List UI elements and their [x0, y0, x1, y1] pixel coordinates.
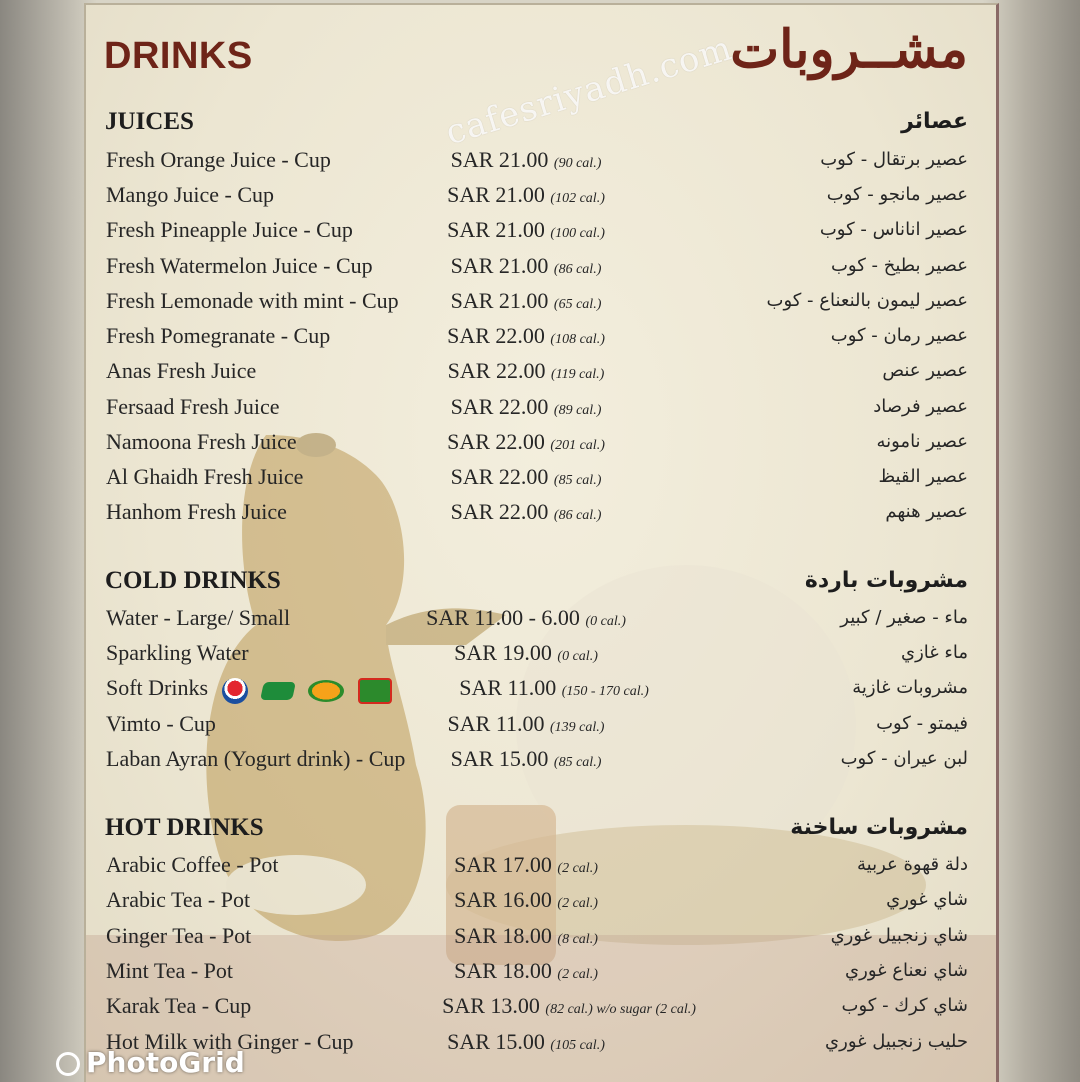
item-price: SAR 22.00	[447, 429, 545, 454]
item-price-group	[447, 217, 605, 243]
item-price-group	[447, 429, 605, 455]
item-name-arabic: عصير هنهم	[885, 501, 968, 522]
item-name-arabic: عصير نامونه	[876, 431, 968, 452]
menu-item-row	[86, 958, 996, 993]
item-price-group	[451, 253, 602, 279]
item-name: Fresh Pineapple Juice - Cup	[106, 217, 353, 242]
item-name-arabic: دلة قهوة عربية	[857, 854, 968, 875]
item-price: SAR 13.00	[442, 993, 540, 1018]
cold-drinks-heading: COLD DRINKS	[105, 567, 281, 594]
item-price: SAR 11.00	[459, 675, 557, 700]
page-title: DRINKS	[104, 35, 253, 77]
item-name: Mint Tea - Pot	[106, 958, 233, 983]
item-price-group	[454, 887, 598, 913]
item-price-group	[454, 640, 598, 666]
item-price: SAR 22.00	[447, 358, 546, 383]
item-calories: (86 cal.)	[553, 508, 602, 523]
item-price: SAR 18.00	[454, 923, 552, 948]
item-name: Hanhom Fresh Juice	[106, 499, 287, 524]
mountain-dew-logo-icon	[358, 678, 392, 704]
menu-item-row	[86, 217, 996, 252]
item-calories: (139 cal.)	[550, 720, 605, 735]
item-calories: (82 cal.) w/o sugar (2 cal.)	[545, 1002, 696, 1017]
item-name: Sparkling Water	[106, 640, 249, 665]
item-calories: (89 cal.)	[553, 403, 602, 418]
item-price: SAR 22.00	[450, 499, 549, 524]
item-name-arabic: عصير ليمون بالنعناع - كوب	[766, 290, 968, 311]
cold-drinks-heading-arabic: مشروبات باردة	[804, 568, 968, 593]
item-calories: (85 cal.)	[553, 755, 602, 770]
item-name: Fresh Lemonade with mint - Cup	[106, 288, 399, 313]
item-calories: (2 cal.)	[557, 896, 598, 911]
item-price: SAR 21.00	[447, 182, 545, 207]
menu-item-row	[86, 675, 996, 710]
item-calories: (100 cal.)	[550, 226, 605, 241]
item-name: Fresh Watermelon Juice - Cup	[106, 253, 373, 278]
item-calories: (0 cal.)	[557, 649, 598, 664]
item-name-arabic: ماء غازي	[901, 642, 968, 663]
item-name: Karak Tea - Cup	[106, 993, 252, 1018]
item-price: SAR 16.00	[454, 887, 552, 912]
menu-item-row	[86, 499, 996, 534]
menu-item-row	[86, 182, 996, 217]
item-price-group	[447, 182, 605, 208]
item-price-group	[451, 464, 602, 490]
pepsi-logo-icon	[222, 678, 248, 704]
item-name-arabic: عصير القيظ	[878, 466, 968, 487]
item-price: SAR 11.00 - 6.00	[426, 605, 580, 630]
item-price: SAR 15.00	[447, 1029, 545, 1054]
item-name: Laban Ayran (Yogurt drink) - Cup	[106, 746, 406, 771]
item-price-group	[447, 323, 605, 349]
item-price: SAR 17.00	[454, 852, 552, 877]
menu-item-row	[86, 852, 996, 887]
item-price-group	[454, 923, 598, 949]
menu-item-row	[86, 923, 996, 958]
item-price: SAR 15.00	[450, 746, 549, 771]
item-calories: (65 cal.)	[553, 297, 602, 312]
item-price-group	[451, 394, 602, 420]
item-name: Water - Large/ Small	[106, 605, 291, 630]
hot-drinks-heading: HOT DRINKS	[105, 814, 264, 841]
item-name: Hot Milk with Ginger - Cup	[106, 1029, 354, 1054]
item-price-group	[451, 499, 602, 525]
item-name: Vimto - Cup	[106, 711, 216, 736]
item-name-text: Soft Drinks	[106, 675, 209, 700]
item-name-arabic: حليب زنجبيل غوري	[825, 1031, 968, 1052]
item-name-arabic: شاي نعناع غوري	[845, 960, 968, 981]
item-price-group	[451, 288, 602, 314]
item-price-group	[442, 993, 696, 1019]
item-calories: (2 cal.)	[557, 861, 598, 876]
item-name	[106, 675, 406, 704]
item-calories: (85 cal.)	[553, 473, 602, 488]
item-price: SAR 21.00	[450, 147, 549, 172]
item-price-group	[454, 852, 598, 878]
item-name-arabic: عصير مانجو - كوب	[826, 184, 968, 205]
item-price: SAR 21.00	[450, 288, 549, 313]
juices-heading-arabic: عصائر	[901, 109, 968, 134]
item-price-group	[447, 1029, 605, 1055]
menu-item-row	[86, 711, 996, 746]
item-name: Namoona Fresh Juice	[106, 429, 297, 454]
menu-item-row	[86, 323, 996, 358]
item-name: Anas Fresh Juice	[106, 358, 257, 383]
menu-item-row	[86, 605, 996, 640]
watermark: cafesriyadh.com	[441, 28, 738, 154]
item-price-group	[448, 711, 605, 737]
menu-item-row	[86, 746, 996, 781]
item-name-arabic: عصير فرصاد	[873, 396, 968, 417]
item-name: Arabic Coffee - Pot	[106, 852, 279, 877]
item-calories: (105 cal.)	[550, 1038, 605, 1053]
item-price: SAR 11.00	[447, 711, 545, 736]
item-calories: (90 cal.)	[553, 156, 602, 171]
item-price: SAR 21.00	[447, 217, 545, 242]
juices-heading: JUICES	[105, 108, 194, 135]
item-calories: (108 cal.)	[550, 332, 605, 347]
item-name-arabic: شاي كرك - كوب	[841, 995, 968, 1016]
item-price: SAR 18.00	[454, 958, 552, 983]
item-price-group	[454, 958, 598, 984]
item-price: SAR 22.00	[450, 464, 549, 489]
mirinda-logo-icon	[308, 680, 344, 702]
item-price-group	[451, 746, 602, 772]
item-calories: (119 cal.)	[550, 367, 605, 382]
item-name-arabic: ماء - صغير / كبير	[840, 607, 968, 628]
item-price-group	[459, 675, 649, 701]
item-name-arabic: فيمتو - كوب	[876, 713, 968, 734]
item-calories: (102 cal.)	[550, 191, 605, 206]
hot-drinks-heading-arabic: مشروبات ساخنة	[790, 815, 968, 840]
menu-item-row	[86, 394, 996, 429]
item-price: SAR 21.00	[450, 253, 549, 278]
item-price-group	[451, 147, 602, 173]
menu-item-row	[86, 253, 996, 288]
item-name-arabic: عصير عنص	[882, 360, 968, 381]
item-price-group	[426, 605, 626, 631]
item-price: SAR 22.00	[447, 323, 545, 348]
item-name: Al Ghaidh Fresh Juice	[106, 464, 304, 489]
item-name: Fersaad Fresh Juice	[106, 394, 280, 419]
menu-item-row	[86, 993, 996, 1028]
menu-item-row	[86, 429, 996, 464]
menu-item-row	[86, 464, 996, 499]
item-name-arabic: عصير رمان - كوب	[830, 325, 968, 346]
menu-item-row	[86, 358, 996, 393]
item-calories: (150 - 170 cal.)	[561, 684, 649, 699]
item-calories: (0 cal.)	[585, 614, 626, 629]
item-calories: (86 cal.)	[553, 262, 602, 277]
item-name-arabic: شاي غوري	[886, 889, 968, 910]
item-price: SAR 19.00	[454, 640, 552, 665]
menu-item-row	[86, 288, 996, 323]
item-name-arabic: لبن عيران - كوب	[840, 748, 968, 769]
item-calories: (2 cal.)	[557, 967, 598, 982]
item-name-arabic: مشروبات غازية	[852, 677, 968, 698]
photogrid-label: PhotoGrid	[86, 1046, 245, 1079]
menu-item-row	[86, 147, 996, 182]
item-name: Arabic Tea - Pot	[106, 887, 251, 912]
soft-drink-logos	[222, 676, 406, 704]
item-name-arabic: عصير برتقال - كوب	[820, 149, 968, 170]
photogrid-watermark	[54, 1046, 245, 1079]
item-name: Fresh Orange Juice - Cup	[106, 147, 331, 172]
item-calories: (8 cal.)	[557, 932, 598, 947]
page-title-arabic: مشــروبات	[730, 19, 968, 80]
7up-logo-icon	[260, 682, 296, 700]
item-price-group	[448, 358, 605, 384]
item-name: Fresh Pomegranate - Cup	[106, 323, 331, 348]
menu-card	[84, 3, 999, 1082]
item-name: Mango Juice - Cup	[106, 182, 275, 207]
item-name-arabic: عصير بطيخ - كوب	[830, 255, 968, 276]
item-name: Ginger Tea - Pot	[106, 923, 252, 948]
item-price: SAR 22.00	[450, 394, 549, 419]
item-name-arabic: شاي زنجبيل غوري	[830, 925, 968, 946]
menu-item-row	[86, 887, 996, 922]
item-name-arabic: عصير اناناس - كوب	[819, 219, 968, 240]
item-calories: (201 cal.)	[550, 438, 605, 453]
menu-item-row	[86, 640, 996, 675]
